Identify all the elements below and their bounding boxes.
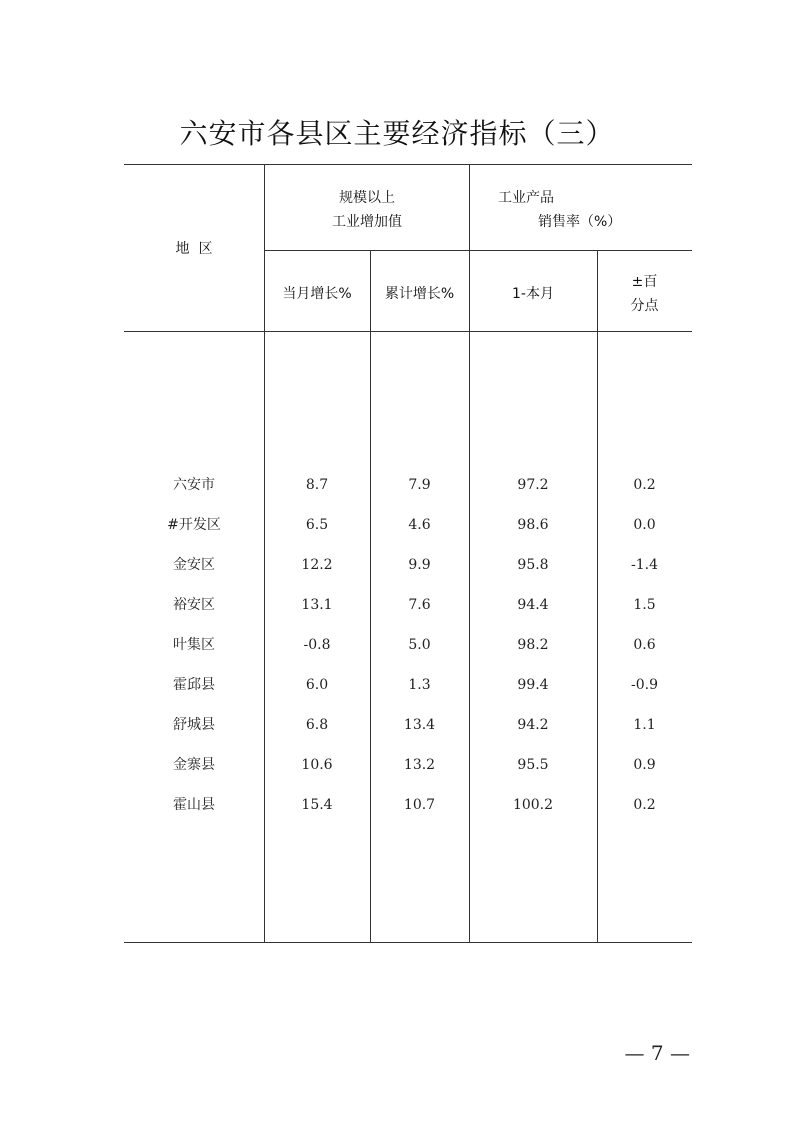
cell-region: 裕安区	[173, 597, 215, 613]
header-ytd: 1-本月	[512, 286, 554, 302]
header-pct-points-line1: ±百	[631, 274, 658, 290]
cell-month-growth: 6.8	[305, 717, 329, 733]
header-group2-line2: 销售率（%）	[538, 214, 622, 230]
cell-month-growth: 15.4	[301, 797, 333, 813]
cell-region: 叶集区	[173, 637, 215, 653]
cell-cumulative-growth: 1.3	[408, 677, 431, 693]
cell-cumulative-growth: 4.6	[408, 517, 431, 533]
cell-pct-points: 0.2	[633, 477, 656, 493]
cell-cumulative-growth: 7.9	[408, 477, 431, 493]
cell-region: 六安市	[173, 477, 215, 493]
cell-pct-points: 0.2	[633, 797, 656, 813]
header-bottom-rule	[124, 331, 692, 332]
header-cumulative-growth: 累计增长%	[384, 286, 455, 302]
header-month-growth: 当月增长%	[282, 286, 352, 302]
cell-region: 金寨县	[173, 757, 215, 773]
cell-sales-rate: 100.2	[512, 797, 554, 813]
cell-cumulative-growth: 13.4	[403, 717, 436, 733]
cell-sales-rate: 98.6	[517, 517, 549, 533]
cell-pct-points: 0.0	[633, 517, 656, 533]
cell-pct-points: -1.4	[631, 557, 658, 573]
col-divider-region	[264, 164, 265, 943]
cell-sales-rate: 95.8	[517, 557, 549, 573]
cell-month-growth: 8.7	[305, 477, 329, 493]
cell-sales-rate: 99.4	[517, 677, 549, 693]
cell-cumulative-growth: 7.6	[408, 597, 431, 613]
cell-cumulative-growth: 13.2	[403, 757, 436, 773]
header-group1-line2: 工业增加值	[332, 214, 402, 230]
header-region: 地 区	[175, 241, 213, 257]
cell-sales-rate: 95.5	[517, 757, 549, 773]
header-sales-rate	[498, 186, 688, 234]
cell-cumulative-growth: 10.7	[403, 797, 436, 813]
cell-month-growth: 13.1	[301, 597, 333, 613]
cell-month-growth: -0.8	[303, 637, 331, 653]
cell-region: 金安区	[173, 557, 215, 573]
header-group-rule	[264, 250, 692, 251]
cell-month-growth: 6.5	[305, 517, 329, 533]
cell-month-growth: 6.0	[305, 677, 329, 693]
cell-cumulative-growth: 9.9	[408, 557, 431, 573]
cell-pct-points: -0.9	[631, 677, 658, 693]
cell-region: 舒城县	[173, 717, 215, 733]
header-group2-line1: 工业产品	[498, 190, 554, 206]
header-pct-points	[597, 270, 692, 318]
header-group1-line1: 规模以上	[339, 190, 395, 206]
cell-pct-points: 0.9	[633, 757, 656, 773]
cell-sales-rate: 98.2	[517, 637, 549, 653]
table-bottom-rule	[124, 942, 692, 943]
cell-month-growth: 10.6	[301, 757, 333, 773]
cell-pct-points: 0.6	[633, 637, 656, 653]
cell-month-growth: 12.2	[301, 557, 333, 573]
cell-region: 霍邱县	[173, 677, 215, 693]
col-divider-group	[469, 164, 470, 943]
cell-cumulative-growth: 5.0	[408, 637, 431, 653]
cell-sales-rate: 94.4	[517, 597, 549, 613]
header-industrial-added-value	[264, 186, 470, 234]
cell-region: 霍山县	[173, 797, 215, 813]
table-top-rule	[124, 164, 692, 165]
cell-region: #开发区	[167, 517, 221, 533]
header-pct-points-line2: 分点	[630, 298, 659, 314]
cell-sales-rate: 97.2	[517, 477, 549, 493]
page-title: 六安市各县区主要经济指标（三）	[179, 117, 615, 150]
page-number: — 7 —	[624, 1041, 690, 1065]
cell-sales-rate: 94.2	[517, 717, 549, 733]
cell-pct-points: 1.1	[633, 717, 656, 733]
cell-pct-points: 1.5	[633, 597, 656, 613]
